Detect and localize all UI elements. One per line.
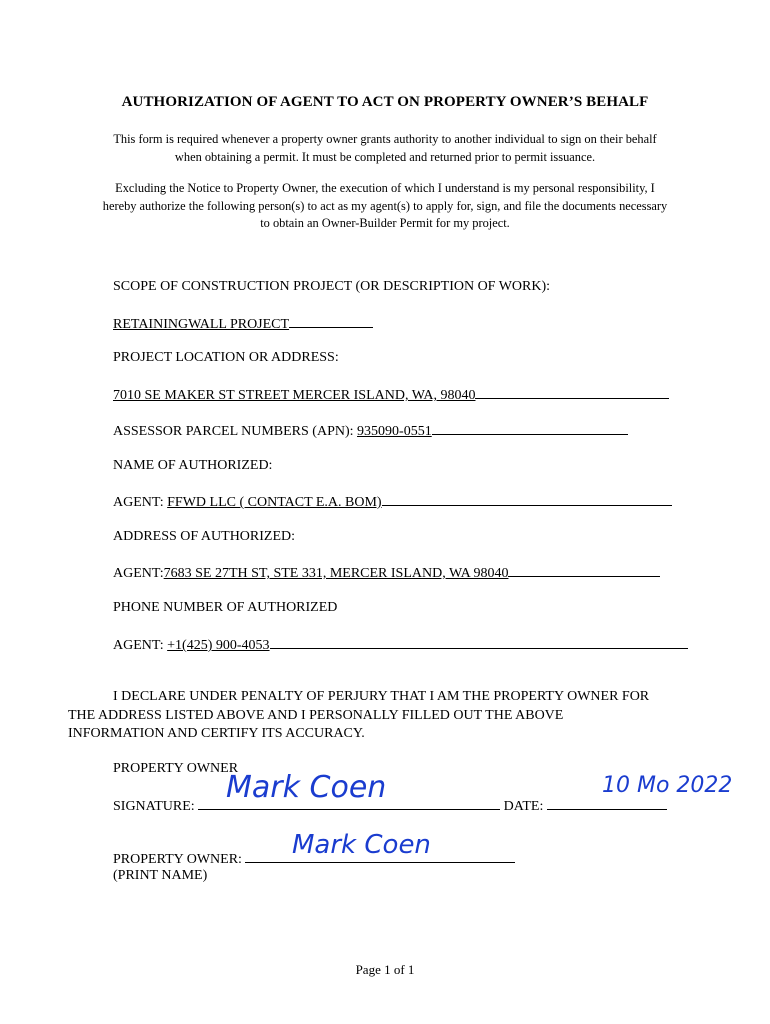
intro-line: hereby authorize the following person(s) to act as my agent(s) to apply for, sign, and file the documents necessary	[102, 198, 668, 213]
scope-field[interactable]	[113, 315, 373, 333]
agent-address-value: 7683 SE 27TH ST, STE 331, MERCER ISLAND, WA 98040	[163, 566, 509, 581]
intro-line: This form is required whenever a property owner grants authority to another individual to sign on their behalf	[113, 132, 657, 146]
agent-name-prefix: AGENT:	[113, 495, 164, 510]
intro-line: to obtain an Owner-Builder Permit for my project.	[260, 216, 510, 230]
declaration-line: INFORMATION AND CERTIFY ITS ACCURACY.	[68, 726, 365, 741]
signature-field[interactable]	[113, 797, 667, 815]
intro-line: when obtaining a permit. It must be completed and returned prior to permit issuance.	[174, 149, 596, 164]
apn-label: ASSESSOR PARCEL NUMBERS (APN):	[113, 424, 354, 439]
scope-value: RETAININGWALL PROJECT	[113, 317, 290, 332]
agent-phone-prefix: AGENT:	[113, 638, 164, 653]
intro-line: Excluding the Notice to Property Owner, the execution of which I understand is my personal responsibility, I	[115, 181, 655, 195]
apn-value: 935090-0551	[357, 424, 432, 439]
intro-paragraph	[60, 131, 710, 166]
perjury-declaration	[68, 688, 701, 744]
print-name-sub: (PRINT NAME)	[113, 868, 208, 883]
print-name-label: PROPERTY OWNER:	[113, 852, 242, 867]
agent-phone-value: +1(425) 900-4053	[167, 638, 270, 653]
printed-owner-name: Mark Coen	[292, 830, 431, 860]
agent-phone-label: PHONE NUMBER OF AUTHORIZED	[113, 600, 338, 615]
agent-phone-field[interactable]	[113, 636, 688, 654]
apn-field[interactable]	[113, 422, 628, 440]
agent-name-label: NAME OF AUTHORIZED:	[113, 458, 273, 473]
owner-signature: Mark Coen	[226, 770, 387, 805]
location-label: PROJECT LOCATION OR ADDRESS:	[113, 350, 339, 365]
form-title: AUTHORIZATION OF AGENT TO ACT ON PROPERTY OWNER’S BEHALF	[121, 94, 649, 110]
location-field[interactable]	[113, 386, 669, 404]
location-value: 7010 SE MAKER ST STREET MERCER ISLAND, WA, 98040	[113, 388, 476, 403]
page-number: Page 1 of 1	[355, 962, 415, 977]
date-label: DATE:	[503, 799, 544, 814]
agent-address-field[interactable]	[113, 564, 660, 582]
handwritten-date: 10 Mo 2022	[602, 773, 733, 798]
agent-address-label: ADDRESS OF AUTHORIZED:	[113, 529, 296, 544]
agent-address-prefix: AGENT:	[113, 566, 164, 581]
agent-name-field[interactable]	[113, 493, 672, 511]
scope-label: SCOPE OF CONSTRUCTION PROJECT (OR DESCRIPTION OF WORK):	[113, 279, 551, 294]
declaration-line: I DECLARE UNDER PENALTY OF PERJURY THAT I AM THE PROPERTY OWNER FOR	[113, 689, 650, 704]
signature-label: SIGNATURE:	[113, 799, 195, 814]
declaration-line: THE ADDRESS LISTED ABOVE AND I PERSONALLY FILLED OUT THE ABOVE	[68, 707, 564, 723]
owner-label: PROPERTY OWNER	[113, 761, 239, 776]
authorization-paragraph	[60, 180, 710, 233]
agent-name-value: FFWD LLC ( CONTACT E.A. BOM)	[167, 495, 382, 510]
